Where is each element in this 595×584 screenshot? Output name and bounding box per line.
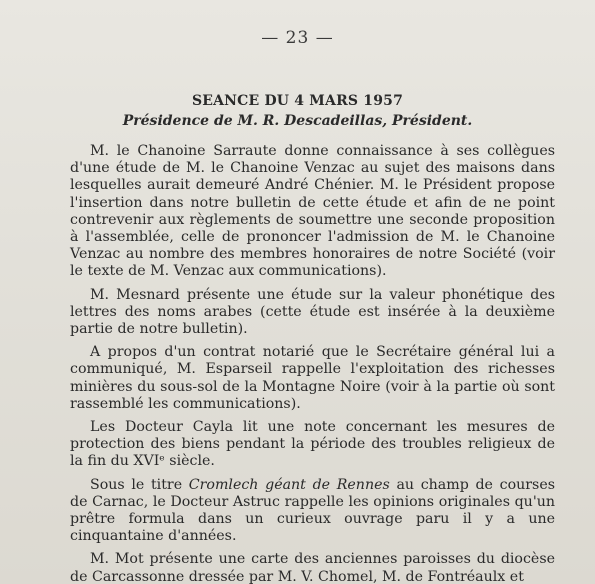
session-title: SEANCE DU 4 MARS 1957 <box>191 93 404 109</box>
paragraph-astruc-after: au champ de courses de Carnac, le Docteur Astruc rappelle les opinions originales qu'un prêtre formula dans un curieux ouvrage paru il y a une cinquantaine d'années. <box>70 476 556 545</box>
paragraph-astruc-title: Cromlech géant de Rennes <box>188 476 390 493</box>
paragraph-mesnard: M. Mesnard présente une étude sur la valeur phonétique des lettres des noms arabes (cette étude est insérée à la deuxième partie de notre bulletin). <box>70 286 555 338</box>
paragraph-mot: M. Mot présente une carte des anciennes paroisses du diocèse de Carcassonne dressée par M. V. Chomel, M. de Fontréaulx et <box>70 551 555 584</box>
minutes-body <box>70 143 555 584</box>
paragraph-sarraute: M. le Chanoine Sarraute donne connaissance à ses collègues d'une étude de M. le Chanoine Venzac au sujet des maisons dans lesquelles aurait demeuré André Chénier. M. le Président propose l'insertion dans notre bulletin de cette étude et afin de ne point contrevenir aux règlements de soumettre une seconde proposition à l'assemblée, celle de prononcer l'admission de M. le Chanoine Venzac au nombre des membres honoraires de notre Société (voir le texte de M. Venzac aux communications). <box>70 143 555 280</box>
presidence-line: Présidence de M. R. Descadeillas, Président. <box>122 113 473 129</box>
page-number: — 23 — <box>261 28 334 48</box>
paragraph-cayla: Les Docteur Cayla lit une note concernant les mesures de protection des biens pendant la période des troubles religieux de la fin du XVIᵉ siècle. <box>70 419 555 470</box>
paragraph-astruc-before: Sous le titre <box>90 476 189 493</box>
paragraph-astruc <box>70 477 555 546</box>
paragraph-esparseil: A propos d'un contrat notarié que le Secrétaire général lui a communiqué, M. Esparseil rappelle l'exploitation des richesses minières du sous-sol de la Montagne Noire (voir à la partie où sont rassemblé les communications). <box>70 344 555 412</box>
